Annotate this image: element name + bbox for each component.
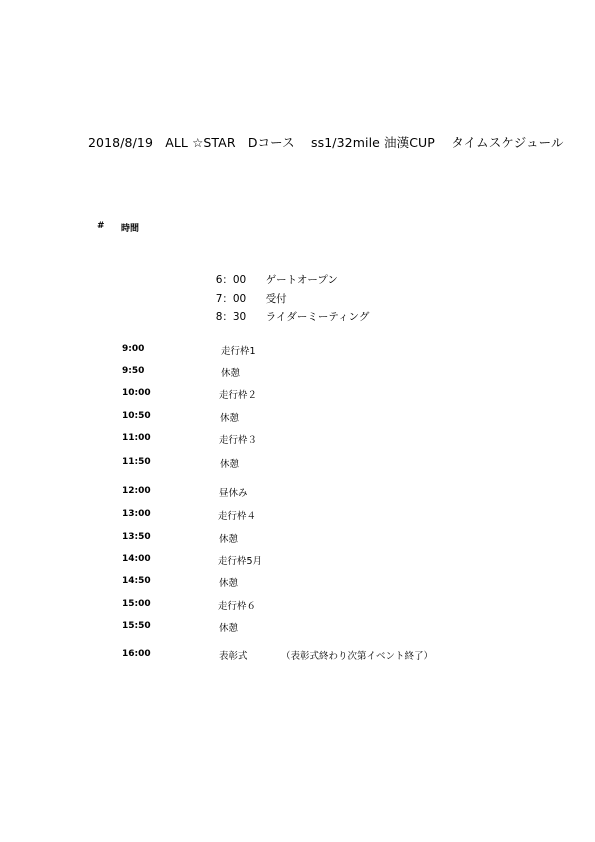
schedule-event: 走行枠６: [218, 601, 257, 612]
schedule-event: 表彰式: [219, 651, 248, 662]
schedule-event: 休憩: [221, 368, 241, 379]
opening-event: ゲートオープン: [265, 274, 338, 286]
schedule-time: 15:00: [122, 599, 151, 609]
schedule-time: 14:00: [122, 554, 151, 564]
schedule-time: 9:50: [122, 366, 145, 376]
schedule-time: 14:50: [122, 576, 151, 586]
opening-time: 7：00: [215, 293, 247, 305]
opening-time: 8：30: [215, 311, 247, 323]
schedule-event: 休憩: [219, 534, 239, 545]
schedule-time: 13:00: [122, 509, 151, 519]
schedule-time: 12:00: [122, 486, 151, 496]
schedule-event: 走行枠３: [219, 435, 258, 446]
schedule-event: 昼休み: [219, 488, 248, 499]
schedule-event: 走行枠４: [218, 511, 257, 522]
schedule-event: 休憩: [220, 459, 240, 470]
schedule-time: 15:50: [122, 621, 151, 631]
schedule-event: 走行枠1: [221, 346, 256, 357]
document-title: 2018/8/19 ALL ☆STAR Dコース ss1/32mile 油漢CUP タイムスケジュール: [88, 135, 564, 150]
opening-event: ライダーミーティング: [265, 311, 370, 323]
schedule-event: 休憩: [219, 623, 239, 634]
award-ceremony-note: （表彰式終わり次第イベント終了）: [281, 651, 434, 662]
schedule-event: 休憩: [220, 413, 240, 424]
time-column-header: 時間: [121, 224, 140, 234]
opening-event: 受付: [265, 293, 287, 305]
schedule-time: 11:50: [122, 457, 151, 467]
schedule-time: 10:50: [122, 411, 151, 421]
schedule-time: 9:00: [122, 344, 145, 354]
schedule-time: 10:00: [122, 388, 151, 398]
schedule-time: 13:50: [122, 532, 151, 542]
schedule-time: 16:00: [122, 649, 151, 659]
schedule-time: 11:00: [122, 433, 151, 443]
schedule-event: 走行枠5月: [218, 556, 263, 567]
opening-time: 6：00: [215, 274, 247, 286]
schedule-event: 休憩: [219, 578, 239, 589]
number-column-header: #: [97, 221, 105, 231]
schedule-event: 走行枠２: [219, 390, 258, 401]
opening-row: [209, 297, 369, 324]
